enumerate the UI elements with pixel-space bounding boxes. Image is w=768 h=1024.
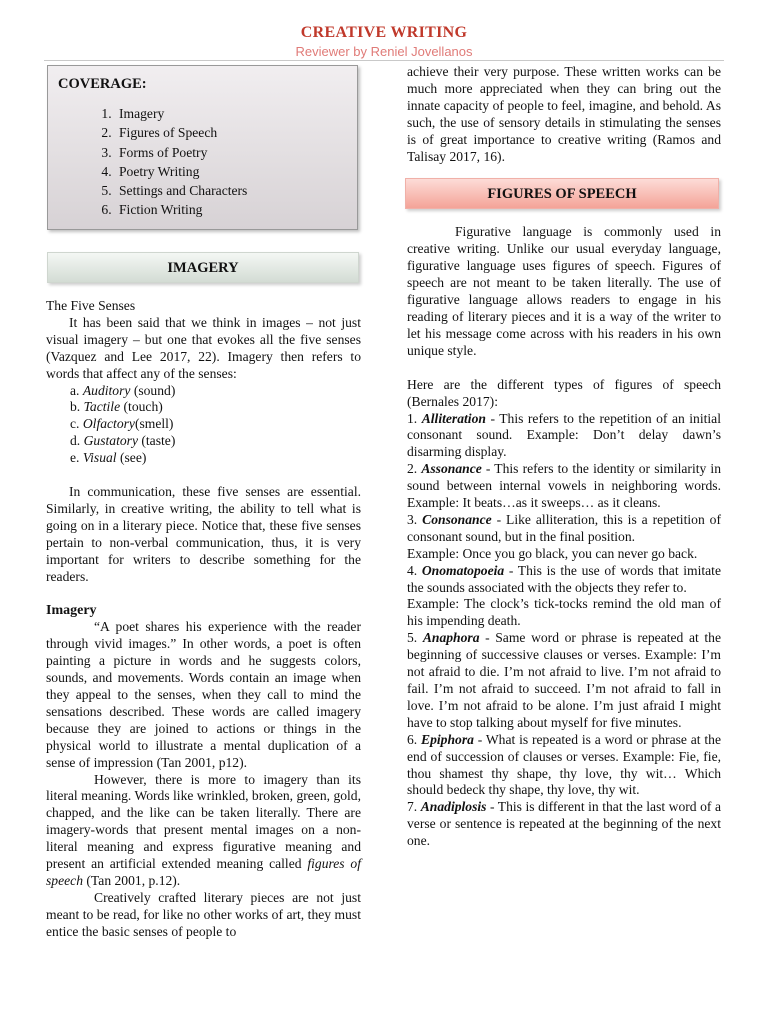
- sense-item: c. Olfactory(smell): [70, 416, 174, 432]
- imagery-section-banner: IMAGERY: [47, 252, 359, 283]
- coverage-title: COVERAGE:: [58, 76, 147, 92]
- figure-item-onomatopoeia: 4. Onomatopoeia - This is the use of words that imitate the sounds associated with the objects they refer to.: [407, 562, 721, 595]
- document-title: CREATIVE WRITING: [300, 24, 468, 41]
- coverage-box: [47, 65, 358, 230]
- figure-example-consonance: Example: Once you go black, you can never go back.: [407, 545, 698, 561]
- coverage-item: 4. Poetry Writing: [115, 162, 347, 181]
- figure-example-onomatopoeia: Example: The clock’s tick-tocks remind the old man of his impending death.: [407, 596, 721, 629]
- imagery-quote-paragraph: “A poet shares his experience with the reader through vivid images.” In other words, a poet is often painting a picture in words and he suggests colors, sounds, and movements. Words contain an image when they appeal to the senses, when they call to mind the sensations described. These words are called imagery because they are joined to actions or things in the physical world to illustrate a mental duplication of a sense of impression (Tan 2001, p12).: [46, 619, 361, 770]
- figure-item-anaphora: 5. Anaphora - Same word or phrase is repeated at the beginning of successive clauses or verses. Example: I’m not afraid to die. I’m not afraid to live. I’m not afraid to fail. I’m not afraid to succeed. I’m not afraid to fall in love. I’m not afraid to be alone. I’m just afraid I might have to stop talking about myself for five minutes.: [407, 630, 721, 730]
- coverage-item: 1. Imagery: [115, 104, 347, 123]
- coverage-item: 3. Forms of Poetry: [115, 143, 347, 162]
- coverage-item: 5. Settings and Characters: [115, 181, 347, 200]
- coverage-list: [58, 104, 347, 220]
- right-column: [407, 64, 721, 850]
- figure-item-assonance: 2. Assonance - This refers to the identity or similarity in sound between internal vowels in neighboring words. Example: It beats…as it sweeps… as it cleans.: [407, 461, 721, 511]
- document-subtitle: Reviewer by Reniel Jovellanos: [295, 44, 473, 59]
- figures-of-speech-banner: FIGURES OF SPEECH: [405, 178, 719, 209]
- imagery-subheading: Imagery: [46, 602, 97, 618]
- continuation-paragraph: achieve their very purpose. These written works can be much more appreciated when they can bring out the innate capacity of people to feel, imagine, and behold. As such, the use of sensory details in stimulating the senses is of great importance to creative writing (Ramos and Talisay 2017, 16).: [407, 64, 721, 164]
- document-header: [0, 24, 768, 59]
- figure-item-alliteration: 1. Alliteration - This refers to the repetition of an initial consonant sound. Example: Don’t delay dawn’s disarming display.: [407, 410, 721, 460]
- figures-types-intro: Here are the different types of figures of speech (Bernales 2017):: [407, 376, 721, 409]
- figure-item-anadiplosis: 7. Anadiplosis - This is different in that the last word of a verse or sentence is repeated at the beginning of the next one.: [407, 799, 721, 849]
- imagery-crafted-paragraph: Creatively crafted literary pieces are not just meant to be read, for like no other works of art, they must entice the basic senses of people to: [46, 889, 361, 939]
- sense-item: b. Tactile (touch): [70, 399, 163, 415]
- coverage-item: 6. Fiction Writing: [115, 200, 347, 219]
- figure-item-consonance: 3. Consonance - Like alliteration, this is a repetition of consonant sound, but in the final position.: [407, 511, 721, 544]
- coverage-item: 2. Figures of Speech: [115, 123, 347, 142]
- left-column: [46, 65, 361, 941]
- communication-paragraph: In communication, these five senses are essential. Similarly, in creative writing, the ability to tell what is going on in a literary piece. Notice that, these five senses pertain to non-verbal communication, thus, it is very important for writers to describe something for the readers.: [46, 484, 361, 584]
- imagery-however-paragraph: However, there is more to imagery than its literal meaning. Words like wrinkled, broken, green, gold, chapped, and the like can be taken literally. There are imagery-words that present mental images on a non-literal meaning and express figurative meaning and present an artificial extended meaning called figures of speech (Tan 2001, p.12).: [46, 771, 362, 888]
- figures-intro-paragraph: Figurative language is commonly used in creative writing. Unlike our usual everyday language, figurative language uses figures of speech. Figures of speech are not meant to be taken literally. The use of figurative language allows readers to engage in his reading of literary pieces and it is a way of the writer to let his message come across with his readers in his own unique style.: [407, 224, 721, 358]
- figure-item-epiphora: 6. Epiphora - What is repeated is a word or phrase at the end of succession of clauses or verses. Example: Fie, fie, thou shamest thy shape, thy love, thy wit… Which should bedeck thy shape, thy love, thy wit.: [407, 731, 721, 798]
- senses-list: [46, 383, 361, 468]
- sense-item: d. Gustatory (taste): [70, 433, 176, 449]
- sense-item: a. Auditory (sound): [70, 382, 176, 398]
- five-senses-title: The Five Senses: [46, 298, 136, 313]
- five-senses-intro: It has been said that we think in images – not just visual imagery – but one that evokes all the five senses (Vazquez and Lee 2017, 22). Imagery then refers to words that affect any of the senses:: [46, 314, 361, 381]
- sense-item: e. Visual (see): [70, 450, 147, 466]
- header-divider: [44, 60, 724, 61]
